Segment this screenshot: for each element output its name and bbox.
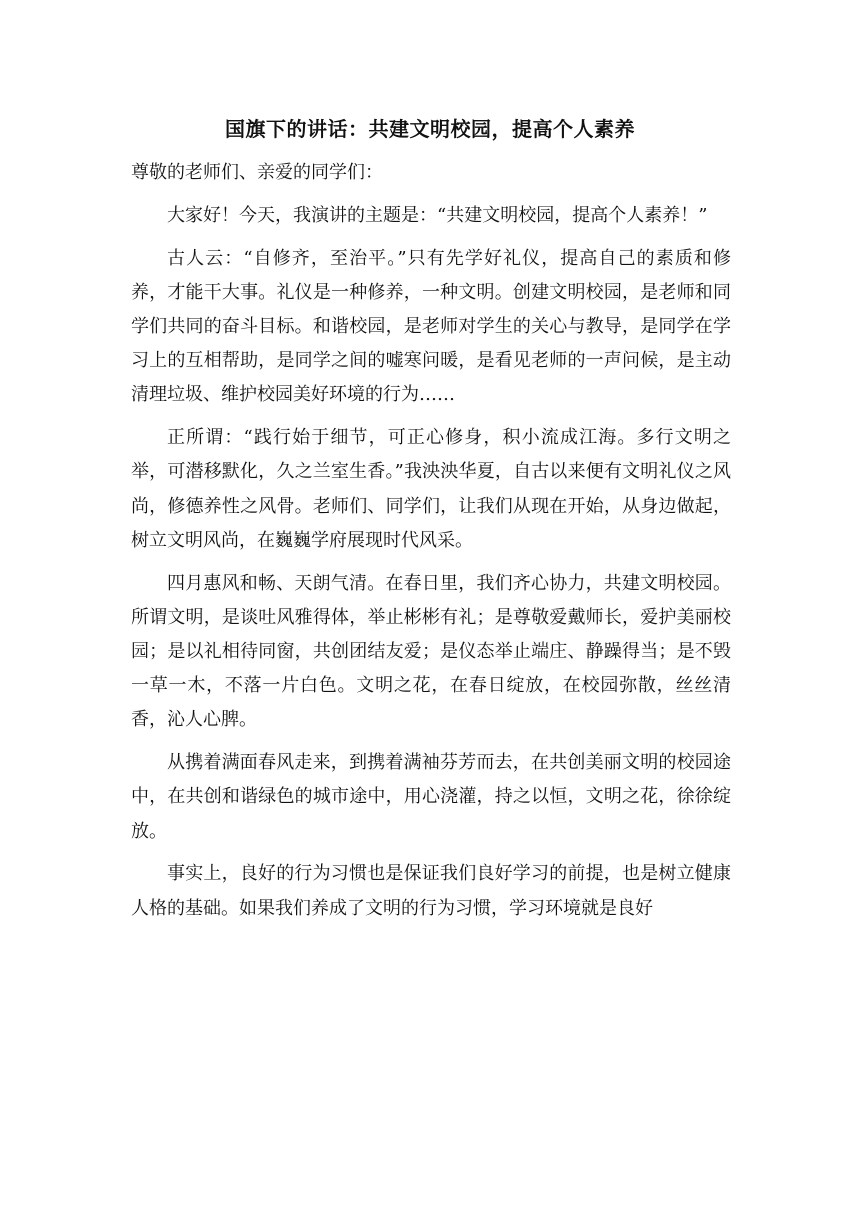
paragraph-april: 四月惠风和畅、天朗气清。在春日里，我们齐心协力，共建文明校园。所谓文明，是谈吐风雅得体，举止彬彬有礼；是尊敬爱戴师长，爱护美丽校园；是以礼相待同窗，共创团结友爱；是仪态举止端庄、静躁得当；是不毁一草一木，不落一片白色。文明之花，在春日绽放，在校园弥散，丝丝清香，沁人心脾。 bbox=[131, 572, 731, 731]
paragraph-practice: 正所谓：“践行始于细节，可正心修身，积小流成江海。多行文明之举，可潜移默化，久之兰室生香。”我泱泱华夏，自古以来便有文明礼仪之风尚，修德养性之风骨。老师们、同学们，让我们从现在开始，从身边做起，树立文明风尚，在巍巍学府展现时代风采。 bbox=[131, 427, 731, 551]
salutation: 尊敬的老师们、亲爱的同学们： bbox=[131, 162, 383, 183]
paragraph-ancient-saying: 古人云：“自修齐，至治平。”只有先学好礼仪，提高自己的素质和修养，才能干大事。礼仪是一种修养，一种文明。创建文明校园，是老师和同学们共同的奋斗目标。和谐校园，是老师对学生的关心与教导，是同学在学习上的互相帮助，是同学之间的嘘寒问暖，是看见老师的一声问候，是主动清理垃圾、维护校园美好环境的行为…… bbox=[131, 247, 731, 406]
document-body bbox=[131, 156, 731, 926]
paragraph-spring-breeze: 从携着满面春风走来，到携着满袖芬芳而去，在共创美丽文明的校园途中，在共创和谐绿色的城市途中，用心浇灌，持之以恒，文明之花，徐徐绽放。 bbox=[131, 752, 731, 842]
paragraph-habits: 事实上，良好的行为习惯也是保证我们良好学习的前提，也是树立健康人格的基础。如果我们养成了文明的行为习惯，学习环境就是良好 bbox=[131, 863, 731, 919]
paragraph-greeting: 大家好！今天，我演讲的主题是：“共建文明校园，提高个人素养！” bbox=[167, 204, 708, 226]
document-title: 国旗下的讲话：共建文明校园，提高个人素养 bbox=[225, 117, 635, 141]
